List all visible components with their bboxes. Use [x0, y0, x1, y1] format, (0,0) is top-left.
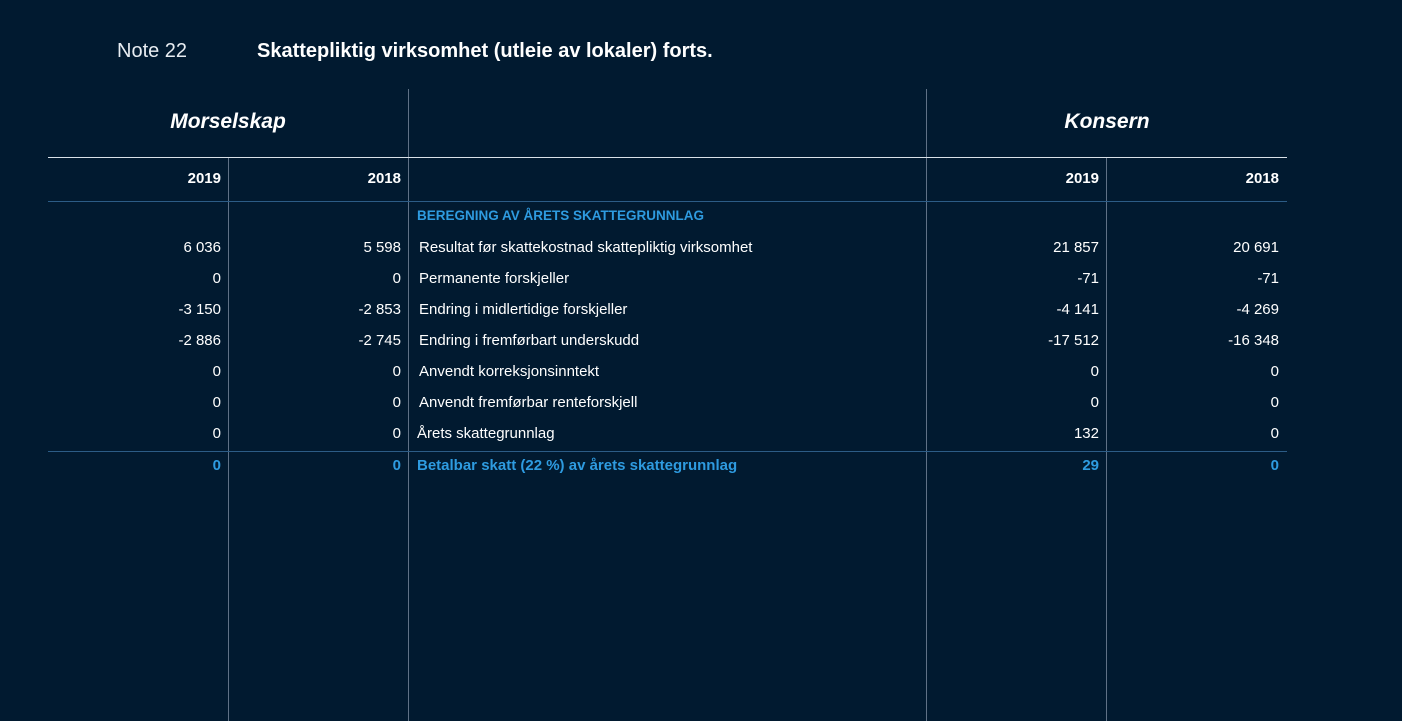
parent-2019-value: -2 886	[178, 332, 221, 349]
table-row	[0, 387, 1402, 418]
section-title: BEREGNING AV ÅRETS SKATTEGRUNNLAG	[417, 208, 705, 223]
parent-2019-value: 0	[212, 394, 221, 411]
table-row	[0, 263, 1402, 294]
note-title: Skattepliktig virksomhet (utleie av lokaler) forts.	[257, 40, 713, 62]
parent-2018-value: 5 598	[363, 239, 401, 256]
row-label: Permanente forskjeller	[419, 270, 570, 287]
parent-2019-value: 0	[212, 363, 221, 380]
group-2019-value: 132	[1073, 425, 1099, 442]
group-2018-value: -71	[1257, 270, 1279, 287]
year-header-parent-previous: 2018	[367, 170, 401, 187]
total-parent-2018-value: 0	[392, 457, 401, 474]
group-2019-value: -71	[1077, 270, 1099, 287]
table-row	[0, 356, 1402, 387]
total-row	[0, 450, 1402, 481]
group-2019-value: 0	[1090, 363, 1099, 380]
row-label: Endring i midlertidige forskjeller	[419, 301, 628, 318]
parent-2018-value: 0	[392, 363, 401, 380]
row-label: Anvendt korreksjonsinntekt	[419, 363, 600, 380]
group-2018-value: 0	[1270, 394, 1279, 411]
total-label: Betalbar skatt (22 %) av årets skattegrunnlag	[417, 457, 738, 474]
group-2018-value: 20 691	[1233, 239, 1279, 256]
group-2019-value: -17 512	[1048, 332, 1099, 349]
row-label: Årets skattegrunnlag	[417, 425, 555, 442]
note-number: Note 22	[117, 40, 188, 62]
parent-2018-value: 0	[392, 270, 401, 287]
year-header-group-current: 2019	[1065, 170, 1099, 187]
divider-header-top	[48, 157, 1287, 158]
total-parent-2019-value: 0	[212, 457, 221, 474]
group-2018-value: -16 348	[1228, 332, 1279, 349]
row-label: Endring i fremførbart underskudd	[419, 332, 640, 349]
group-heading-parent: Morselskap	[170, 110, 286, 133]
table-row	[0, 325, 1402, 356]
group-heading-group: Konsern	[1064, 110, 1150, 133]
row-label: Resultat før skattekostnad skattepliktig virksomhet	[419, 239, 753, 256]
total-group-2019-value: 29	[1082, 457, 1099, 474]
parent-2019-value: 6 036	[183, 239, 221, 256]
group-2018-value: -4 269	[1236, 301, 1279, 318]
table-row	[0, 294, 1402, 325]
group-2019-value: 21 857	[1053, 239, 1099, 256]
table-row	[0, 418, 1402, 449]
table-row	[0, 232, 1402, 263]
parent-2018-value: 0	[392, 425, 401, 442]
parent-2019-value: 0	[212, 270, 221, 287]
group-2018-value: 0	[1270, 425, 1279, 442]
total-group-2018-value: 0	[1270, 457, 1279, 474]
group-2019-value: -4 141	[1056, 301, 1099, 318]
parent-2018-value: -2 745	[358, 332, 401, 349]
group-2019-value: 0	[1090, 394, 1099, 411]
parent-2019-value: 0	[212, 425, 221, 442]
row-label: Anvendt fremførbar renteforskjell	[419, 394, 638, 411]
parent-2019-value: -3 150	[178, 301, 221, 318]
year-header-parent-current: 2019	[187, 170, 221, 187]
parent-2018-value: 0	[392, 394, 401, 411]
parent-2018-value: -2 853	[358, 301, 401, 318]
group-2018-value: 0	[1270, 363, 1279, 380]
year-header-group-previous: 2018	[1245, 170, 1279, 187]
